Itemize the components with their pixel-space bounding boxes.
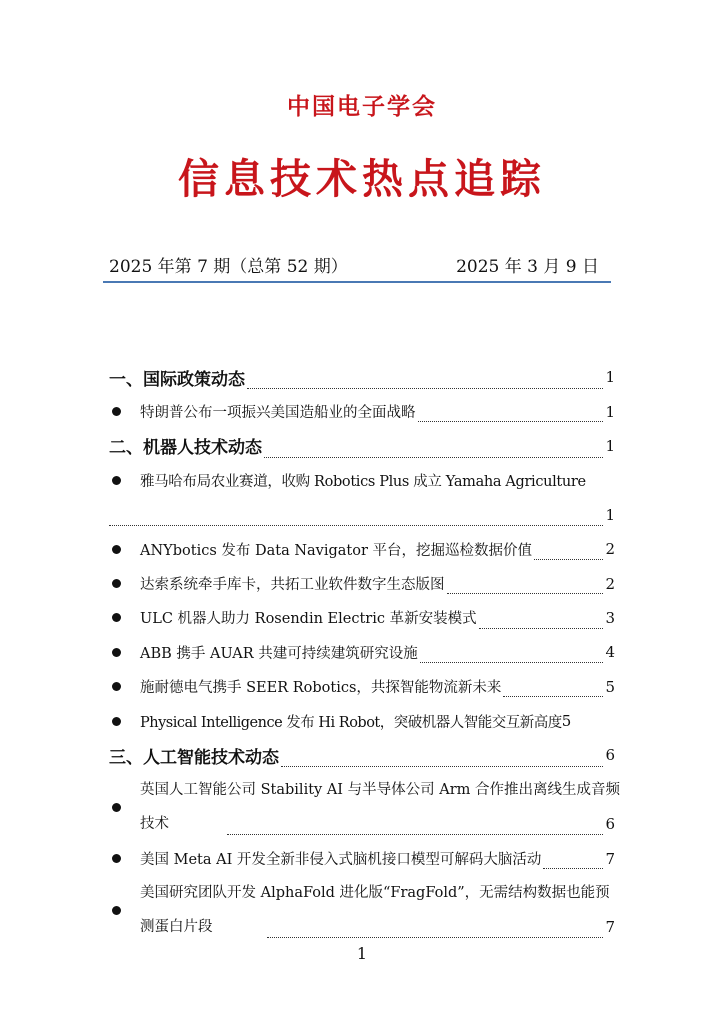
toc-entry-continuation[interactable]: [109, 498, 615, 532]
toc-entry-title: 美国研究团队开发 AlphaFold 进化版“FragFold”，无需结构数据也能预测蛋白片段: [140, 884, 610, 936]
toc-page-number: 7: [605, 918, 615, 937]
toc-entry[interactable]: [109, 532, 615, 566]
dot-leader: [479, 613, 604, 629]
toc-entry[interactable]: [109, 463, 615, 497]
toc-entry[interactable]: [109, 841, 615, 875]
issue-date: 2025 年 3 月 9 日: [456, 257, 599, 277]
toc-section-policy[interactable]: [109, 360, 615, 394]
toc-entry-title: Physical Intelligence 发布 Hi Robot，突破机器人智能交互新高度: [140, 714, 562, 731]
issue-row: [109, 252, 611, 282]
header-rule: [103, 281, 611, 283]
dot-leader: [420, 648, 604, 664]
bullet-icon: [112, 407, 121, 416]
toc-page-number: 1: [605, 436, 615, 455]
dot-leader: [418, 407, 604, 423]
toc-page-number: 2: [605, 540, 615, 559]
bullet-icon: [112, 613, 121, 622]
publication-title: 信息技术热点追踪: [178, 155, 546, 203]
toc-entry-title: 施耐德电气携手 SEER Robotics，共探智能物流新未来: [140, 680, 502, 697]
bullet-icon: [112, 682, 121, 691]
toc-page-number: 1: [605, 505, 615, 524]
toc-section-title: 一、国际政策动态: [109, 369, 245, 390]
toc-entry[interactable]: [109, 704, 615, 738]
dot-leader: [264, 440, 603, 458]
toc-entry[interactable]: [109, 566, 615, 600]
org-name: 中国电子学会: [287, 94, 437, 120]
toc-entry-title: ULC 机器人助力 Rosendin Electric 革新安装模式: [140, 611, 477, 628]
dot-leader: [247, 371, 603, 389]
toc-entry[interactable]: [109, 635, 615, 669]
toc-page-number: 6: [605, 815, 615, 834]
bullet-icon: [112, 545, 121, 554]
dot-leader: [503, 682, 603, 698]
dot-leader: [534, 544, 603, 560]
bullet-icon: [112, 803, 121, 812]
toc-page-number: 3: [605, 608, 615, 627]
toc-entry-title: 美国 Meta AI 开发全新非侵入式脑机接口模型可解码大脑活动: [140, 852, 542, 869]
toc-entry-title: ANYbotics 发布 Data Navigator 平台，挖掘巡检数据价值: [140, 542, 533, 559]
toc-section-ai[interactable]: [109, 738, 615, 772]
bullet-icon: [112, 854, 121, 863]
issue-number: 2025 年第 7 期（总第 52 期）: [109, 257, 348, 277]
toc-entry[interactable]: [109, 670, 615, 704]
toc-page-number: 2: [605, 574, 615, 593]
toc-entry[interactable]: [109, 876, 615, 945]
toc-page-number: 7: [605, 849, 615, 868]
toc-entry[interactable]: [109, 601, 615, 635]
bullet-icon: [112, 906, 121, 915]
toc-entry-title: ABB 携手 AUAR 共建可持续建筑研究设施: [140, 645, 418, 662]
toc-page-number: 5: [561, 712, 572, 731]
dot-leader: [227, 820, 603, 836]
toc-section-title: 三、人工智能技术动态: [109, 747, 279, 768]
dot-leader: [109, 510, 603, 526]
toc-page-number: 1: [605, 368, 615, 387]
dot-leader: [447, 579, 604, 595]
toc-entry-title: 英国人工智能公司 Stability AI 与半导体公司 Arm 合作推出离线生成音频技术: [140, 781, 621, 833]
table-of-contents: [109, 360, 621, 945]
dot-leader: [267, 923, 603, 939]
toc-page-number: 1: [605, 402, 615, 421]
toc-section-title: 二、机器人技术动态: [109, 438, 262, 459]
bullet-icon: [112, 717, 121, 726]
toc-page-number: 6: [605, 746, 615, 765]
bullet-icon: [112, 648, 121, 657]
toc-entry-title: 特朗普公布一项振兴美国造船业的全面战略: [140, 405, 416, 422]
toc-section-robotics[interactable]: [109, 429, 615, 463]
dot-leader: [543, 854, 603, 870]
toc-entry[interactable]: [109, 773, 621, 842]
toc-page-number: 4: [605, 643, 615, 662]
toc-entry-title: 雅马哈布局农业赛道，收购 Robotics Plus 成立 Yamaha Agriculture: [140, 473, 586, 490]
toc-entry-title: 达索系统牵手库卡，共拓工业软件数字生态版图: [140, 577, 445, 594]
bullet-icon: [112, 476, 121, 485]
bullet-icon: [112, 579, 121, 588]
toc-page-number: 5: [605, 677, 615, 696]
dot-leader: [281, 749, 603, 767]
toc-entry[interactable]: [109, 394, 615, 428]
page-number: 1: [356, 944, 368, 963]
